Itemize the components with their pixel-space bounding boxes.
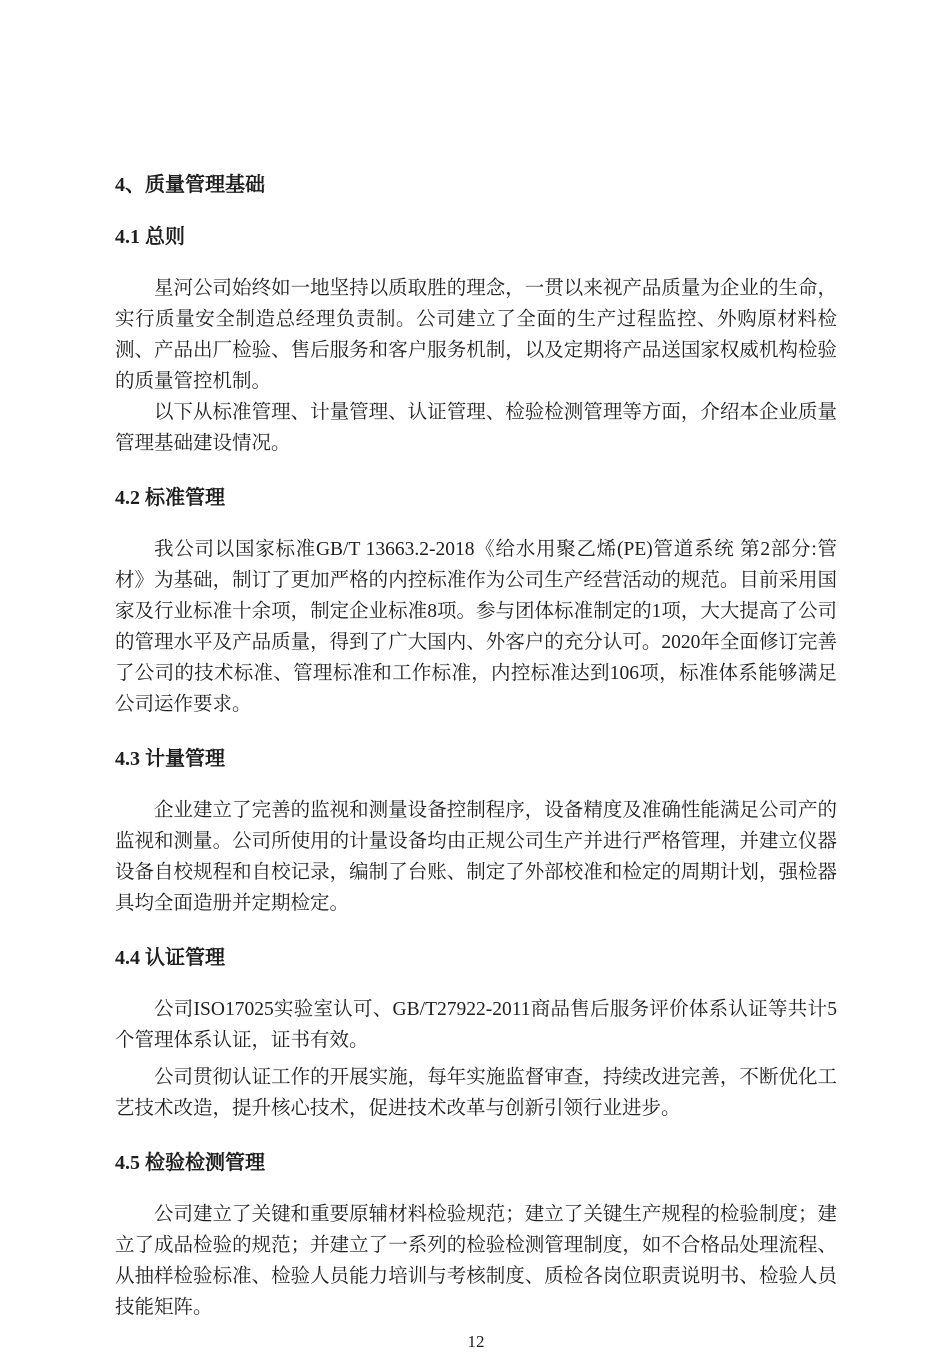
section-general xyxy=(115,223,837,459)
section-heading: 4.5 检验检测管理 xyxy=(115,1152,265,1174)
section-standards xyxy=(115,484,837,720)
paragraph: 星河公司始终如一地坚持以质取胜的理念，一贯以来视产品质量为企业的生命，实行质量安全制造总经理负责制。公司建立了全面的生产过程监控、外购原材料检测、产品出厂检验、售后服务和客户服务机制，以及定期将产品送国家权威机构检验的质量管控机制。 xyxy=(115,278,837,392)
page-number: 12 xyxy=(467,1332,485,1351)
section-certification xyxy=(115,944,837,1124)
section-heading: 4.3 计量管理 xyxy=(115,748,225,770)
section-heading: 4.4 认证管理 xyxy=(115,947,225,969)
paragraph: 企业建立了完善的监视和测量设备控制程序，设备精度及准确性能满足公司产的监视和测量。公司所使用的计量设备均由正规公司生产并进行严格管理，并建立仪器设备自校规程和自校记录，编制了台账、制定了外部校准和检定的周期计划，强检器具均全面造册并定期检定。 xyxy=(115,800,837,914)
paragraph: 以下从标准管理、计量管理、认证管理、检验检测管理等方面，介绍本企业质量管理基础建设情况。 xyxy=(115,402,837,454)
section-heading: 4.2 标准管理 xyxy=(115,487,225,509)
paragraph: 我公司以国家标准GB/T 13663.2-2018《给水用聚乙烯(PE)管道系统 第2部分:管材》为基础，制订了更加严格的内控标准作为公司生产经营活动的规范。目前采用国家及行业标准十余项，制定企业标准8项。参与团体标准制定的1项，大大提高了公司的管理水平及产品质量，得到了广大国内、外客户的充分认可。2020年全面修订完善了公司的技术标准、管理标准和工作标准，内控标准达到106项，标准体系能够满足公司运作要求。 xyxy=(115,539,837,715)
paragraph: 公司建立了关键和重要原辅材料检验规范；建立了关键生产规程的检验制度；建立了成品检验的规范；并建立了一系列的检验检测管理制度，如不合格品处理流程、从抽样检验标准、检验人员能力培训与考核制度、质检各岗位职责说明书、检验人员技能矩阵。 xyxy=(115,1204,837,1318)
section-heading: 4.1 总则 xyxy=(115,226,185,248)
document-content xyxy=(115,0,837,1353)
paragraph: 公司ISO17025实验室认可、GB/T27922-2011商品售后服务评价体系认证等共计5个管理体系认证，证书有效。 xyxy=(115,999,837,1051)
section-inspection xyxy=(115,1149,837,1323)
chapter-heading: 4、质量管理基础 xyxy=(115,174,265,196)
paragraph: 公司贯彻认证工作的开展实施，每年实施监督审查，持续改进完善，不断优化工艺技术改造，提升核心技术，促进技术改革与创新引领行业进步。 xyxy=(115,1067,837,1119)
section-metrology xyxy=(115,745,837,919)
